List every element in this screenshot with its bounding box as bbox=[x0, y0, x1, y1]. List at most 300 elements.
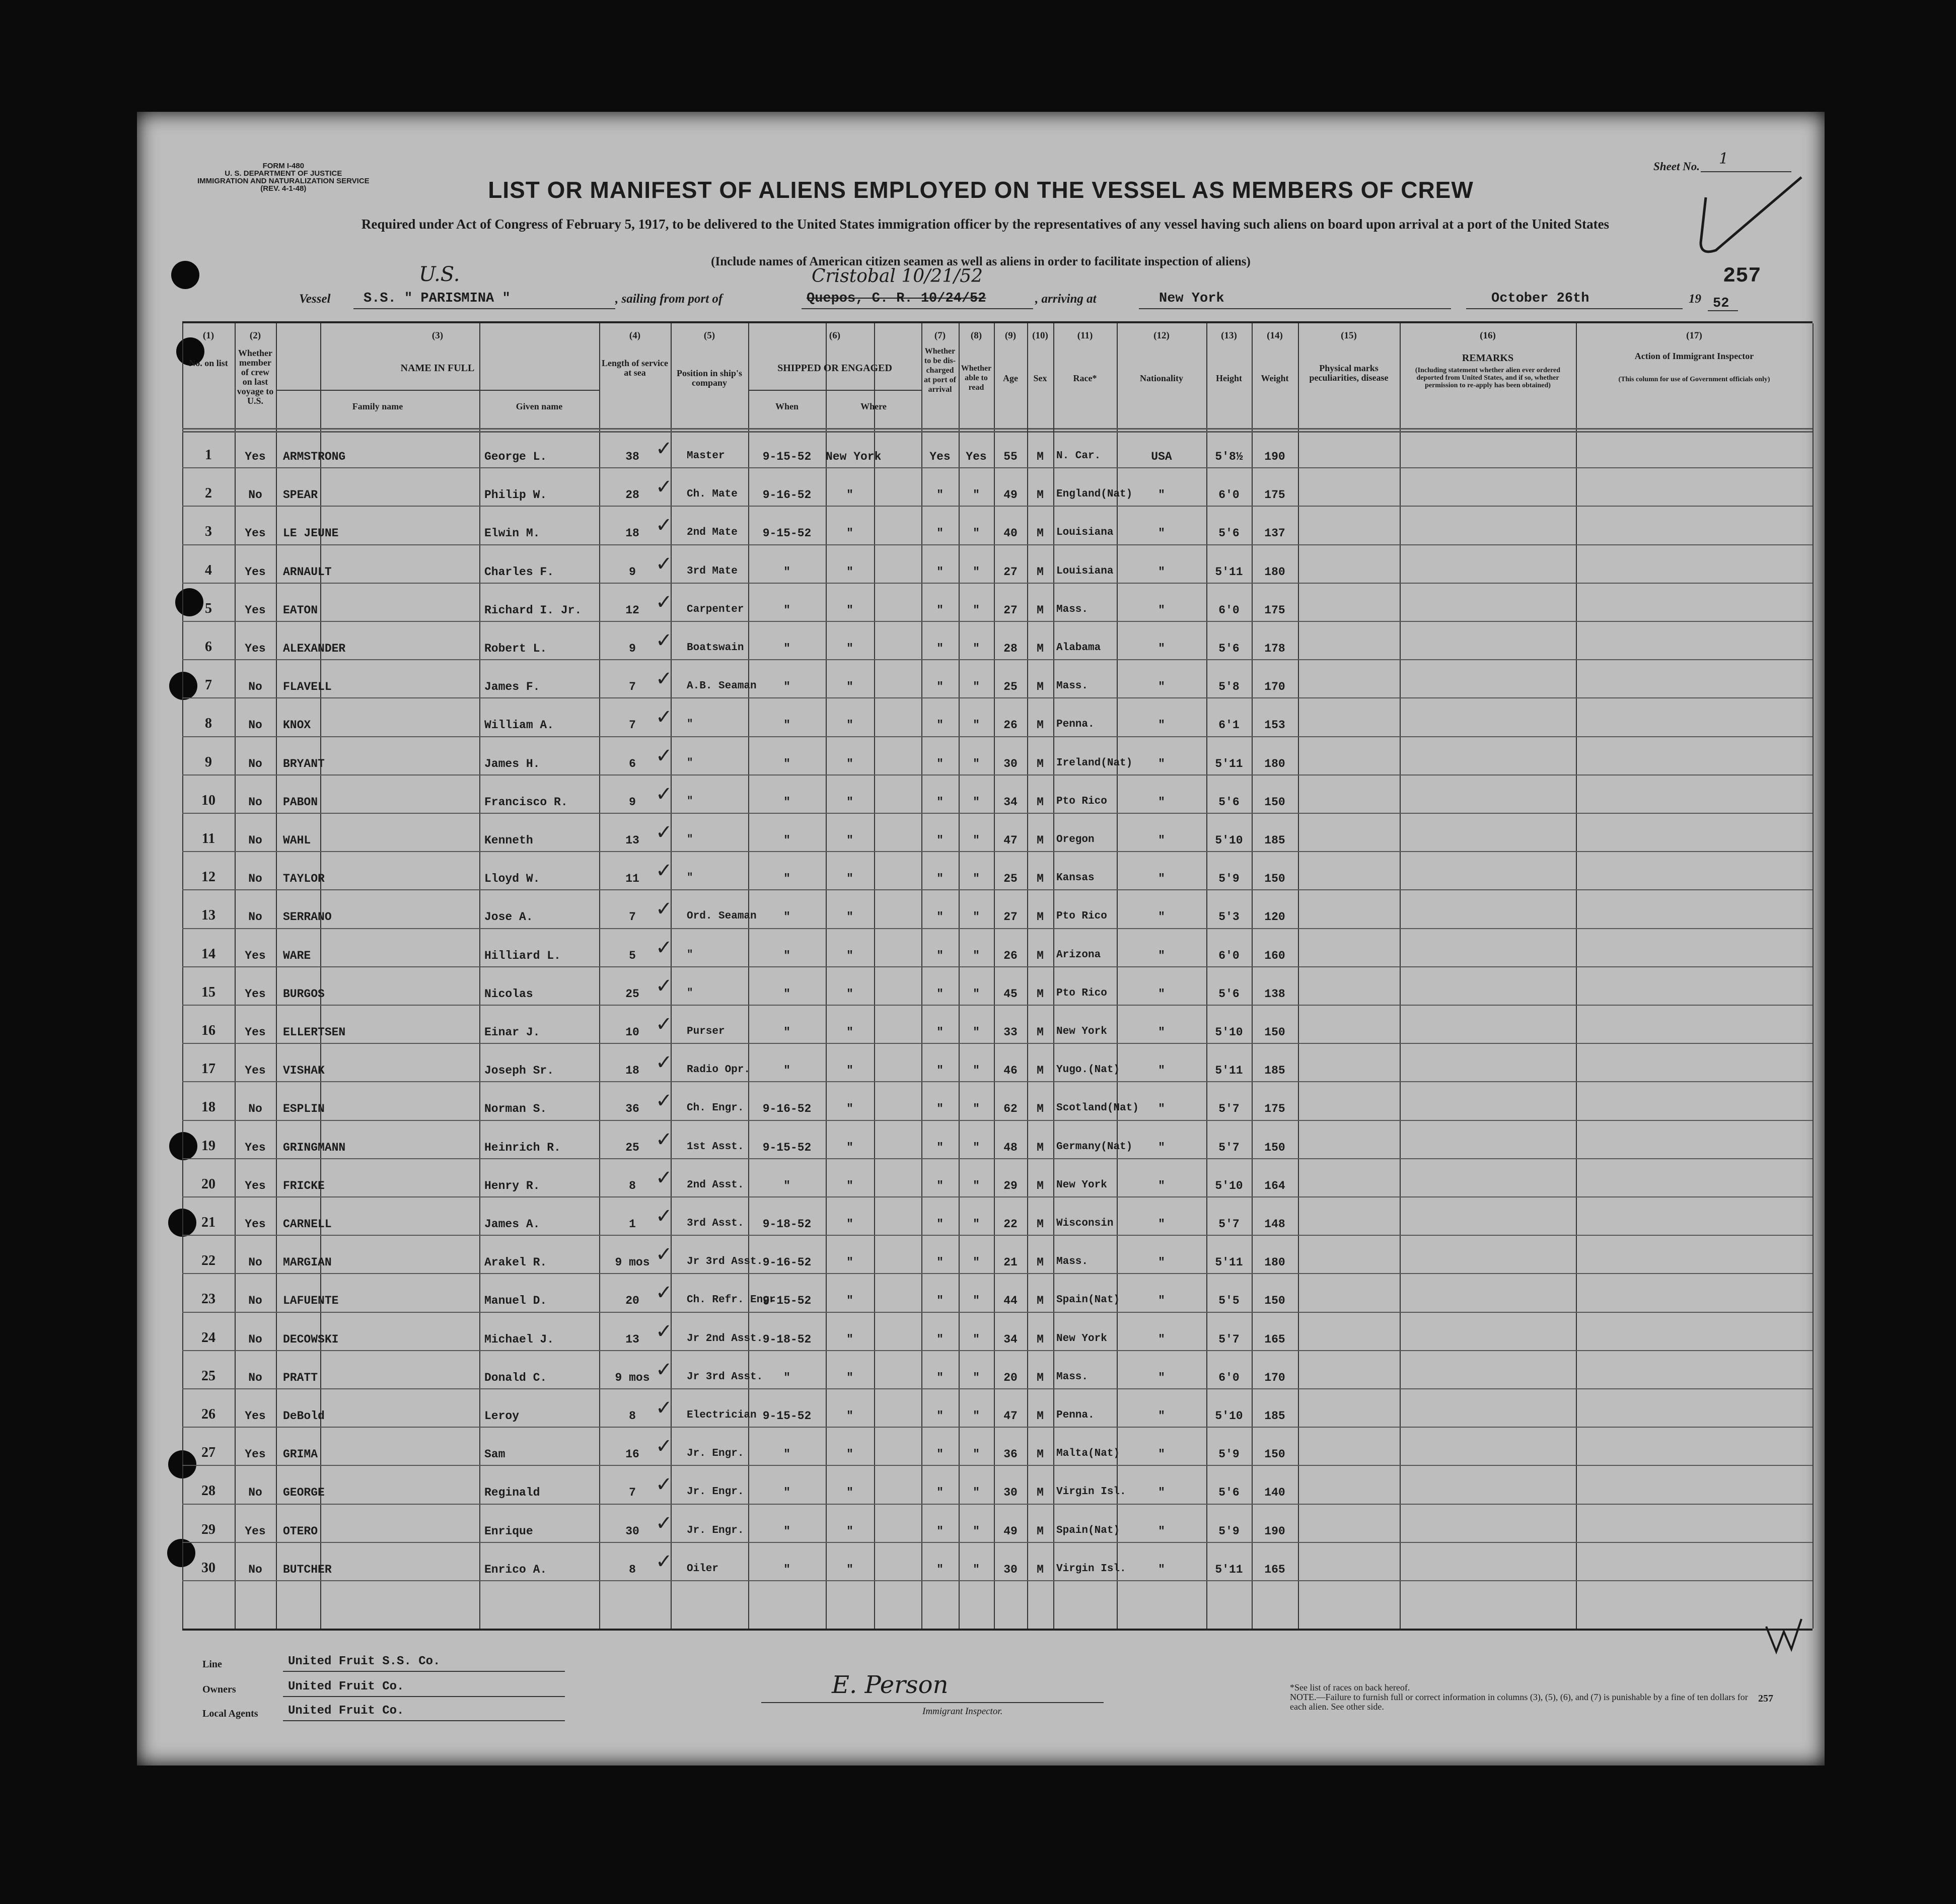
cell-given: Francisco R. bbox=[484, 795, 568, 809]
cell-height: 5'6 bbox=[1218, 795, 1240, 809]
cell-weight: 165 bbox=[1264, 1332, 1285, 1346]
column-header-member-last-voyage: Whether member of crew on last voyage to U.S. bbox=[237, 348, 274, 406]
cell-prev: Yes bbox=[245, 1064, 266, 1078]
cell-nat: " bbox=[1158, 1179, 1165, 1192]
cell-sex: M bbox=[1037, 527, 1044, 540]
cell-given: James H. bbox=[484, 757, 540, 770]
cell-read: " bbox=[973, 1524, 980, 1538]
cell-when: " bbox=[783, 987, 790, 1001]
cell-no: 30 bbox=[201, 1560, 215, 1576]
table-row bbox=[182, 1161, 1813, 1200]
cell-position: A.B. Seaman bbox=[687, 680, 757, 692]
cell-weight: 170 bbox=[1264, 680, 1285, 694]
cell-weight: 137 bbox=[1264, 527, 1285, 540]
cell-prev: Yes bbox=[245, 603, 266, 617]
cell-prev: No bbox=[248, 1332, 262, 1346]
cell-read: " bbox=[973, 757, 980, 770]
cell-sex: M bbox=[1037, 1524, 1044, 1538]
cell-prev: No bbox=[248, 680, 262, 694]
note-label: NOTE. bbox=[1290, 1692, 1317, 1702]
cell-length: 7 bbox=[629, 680, 636, 694]
column-number: (9) bbox=[1004, 330, 1017, 341]
cell-weight: 175 bbox=[1264, 1102, 1285, 1116]
cell-nat: " bbox=[1158, 757, 1165, 770]
cell-weight: 164 bbox=[1264, 1179, 1285, 1192]
cell-height: 6'0 bbox=[1218, 603, 1240, 617]
cell-position: Boatswain bbox=[687, 642, 744, 654]
cell-length: 18 bbox=[625, 527, 639, 540]
cell-family: EATON bbox=[283, 603, 318, 617]
cell-weight: 175 bbox=[1264, 488, 1285, 502]
cell-where: " bbox=[846, 1102, 853, 1116]
cell-disch: " bbox=[936, 527, 944, 540]
cell-position: " bbox=[687, 949, 693, 961]
cell-sex: M bbox=[1037, 719, 1044, 732]
column-header-when: When bbox=[775, 401, 799, 411]
cell-nat: " bbox=[1158, 1102, 1165, 1116]
cell-length: 8 bbox=[629, 1409, 636, 1423]
cell-given: James F. bbox=[484, 680, 540, 694]
cell-read: " bbox=[973, 680, 980, 694]
cell-when: " bbox=[783, 1563, 790, 1576]
cell-length: 10 bbox=[625, 1026, 639, 1039]
cell-weight: 165 bbox=[1264, 1563, 1285, 1576]
cell-sex: M bbox=[1037, 795, 1044, 809]
check-tick-icon: ✓ bbox=[656, 1549, 673, 1573]
check-tick-icon: ✓ bbox=[656, 782, 673, 806]
cell-prev: Yes bbox=[245, 1524, 266, 1538]
cell-weight: 138 bbox=[1264, 987, 1285, 1001]
cell-height: 6'0 bbox=[1218, 1371, 1240, 1384]
cell-where: " bbox=[846, 1026, 853, 1039]
form-id-line: (REV. 4-1-48) bbox=[260, 184, 307, 193]
cell-family: LAFUENTE bbox=[283, 1294, 339, 1308]
cell-age: 30 bbox=[1003, 757, 1018, 770]
cell-no: 9 bbox=[205, 754, 212, 770]
cell-sex: M bbox=[1037, 1448, 1044, 1461]
agents-value: United Fruit Co. bbox=[288, 1704, 404, 1718]
cell-when: 9-15-52 bbox=[762, 1294, 812, 1308]
cell-where: " bbox=[846, 1371, 853, 1384]
column-header-able-to-read: Whether able to read bbox=[961, 364, 992, 392]
cell-disch: " bbox=[936, 949, 944, 962]
cell-nat: " bbox=[1158, 872, 1165, 886]
cell-weight: 175 bbox=[1264, 603, 1285, 617]
cell-weight: 185 bbox=[1264, 1409, 1285, 1423]
cell-race: Kansas bbox=[1056, 872, 1095, 884]
cell-given: Michael J. bbox=[484, 1332, 554, 1346]
cell-nat: " bbox=[1158, 680, 1165, 694]
cell-when: 9-15-52 bbox=[762, 1141, 812, 1154]
cell-nat: " bbox=[1158, 1218, 1165, 1231]
cell-length: 13 bbox=[625, 834, 639, 847]
cell-nat: " bbox=[1158, 1026, 1165, 1039]
column-number: (8) bbox=[970, 330, 982, 341]
cell-sex: M bbox=[1037, 1332, 1044, 1346]
cell-race: Germany(Nat) bbox=[1056, 1141, 1133, 1153]
cell-nat: " bbox=[1158, 1448, 1165, 1461]
cell-family: PRATT bbox=[283, 1371, 318, 1384]
cell-position: Jr. Engr. bbox=[687, 1448, 744, 1460]
check-tick-icon: ✓ bbox=[656, 1435, 673, 1458]
table-row bbox=[182, 1430, 1813, 1468]
cell-age: 27 bbox=[1003, 910, 1018, 924]
check-tick-icon: ✓ bbox=[656, 514, 673, 537]
cell-where: New York bbox=[826, 450, 882, 463]
check-mark-icon bbox=[1691, 167, 1806, 263]
cell-weight: 160 bbox=[1264, 949, 1285, 962]
cell-where: " bbox=[846, 872, 853, 886]
cell-prev: No bbox=[248, 1486, 262, 1500]
cell-nat: " bbox=[1158, 1332, 1165, 1346]
cell-height: 5'11 bbox=[1215, 565, 1243, 579]
cell-given: Elwin M. bbox=[484, 527, 540, 540]
cell-height: 6'0 bbox=[1218, 488, 1240, 502]
check-tick-icon: ✓ bbox=[656, 1473, 673, 1497]
stamp-number: 257 bbox=[1723, 264, 1761, 288]
cell-weight: 150 bbox=[1264, 1026, 1285, 1039]
cell-race: Oregon bbox=[1056, 834, 1095, 845]
column-number: (13) bbox=[1221, 330, 1237, 341]
cell-position: Jr 2nd Asst. bbox=[687, 1332, 763, 1345]
cell-when: " bbox=[783, 719, 790, 732]
cell-family: WARE bbox=[283, 949, 311, 962]
table-row bbox=[182, 1391, 1813, 1430]
cell-age: 29 bbox=[1003, 1179, 1018, 1192]
cell-given: George L. bbox=[484, 450, 547, 463]
column-number: (17) bbox=[1686, 330, 1702, 341]
cell-nat: " bbox=[1158, 910, 1165, 924]
cell-weight: 180 bbox=[1264, 1256, 1285, 1270]
cell-family: CARNELL bbox=[283, 1218, 332, 1231]
cell-height: 5'9 bbox=[1218, 1524, 1240, 1538]
arrival-year: 52 bbox=[1713, 296, 1729, 311]
cell-prev: No bbox=[248, 795, 262, 809]
cell-length: 9 mos bbox=[615, 1371, 650, 1384]
cell-where: " bbox=[846, 1332, 853, 1346]
column-header-where: Where bbox=[860, 401, 887, 411]
table-row bbox=[182, 854, 1813, 892]
line-underline bbox=[283, 1671, 565, 1672]
cell-given: Arakel R. bbox=[484, 1256, 547, 1270]
cell-given: Joseph Sr. bbox=[484, 1064, 554, 1078]
cell-race: Mass. bbox=[1056, 1371, 1089, 1383]
check-tick-icon: ✓ bbox=[656, 590, 673, 614]
check-tick-icon: ✓ bbox=[656, 552, 673, 576]
cell-length: 12 bbox=[625, 603, 639, 617]
cell-position: Radio Opr. bbox=[687, 1064, 751, 1076]
cell-race: Pto Rico bbox=[1056, 795, 1107, 807]
cell-age: 34 bbox=[1003, 1332, 1018, 1346]
cell-no: 25 bbox=[201, 1368, 215, 1384]
table-row bbox=[182, 470, 1813, 509]
cell-age: 44 bbox=[1003, 1294, 1018, 1308]
cell-height: 5'9 bbox=[1218, 1448, 1240, 1461]
cell-read: " bbox=[973, 488, 980, 502]
form-id-line: FORM I-480 bbox=[262, 162, 305, 170]
cell-prev: No bbox=[248, 910, 262, 924]
table-row bbox=[182, 739, 1813, 778]
cell-prev: No bbox=[248, 1294, 262, 1308]
cell-disch: " bbox=[936, 1179, 944, 1192]
cell-weight: 148 bbox=[1264, 1218, 1285, 1231]
arriving-label: , arriving at bbox=[1035, 292, 1097, 306]
column-number: (3) bbox=[431, 330, 444, 341]
cell-weight: 180 bbox=[1264, 565, 1285, 579]
cell-no: 5 bbox=[205, 600, 212, 616]
cell-family: FLAVELL bbox=[283, 680, 332, 694]
cell-prev: Yes bbox=[245, 1141, 266, 1154]
cell-height: 5'6 bbox=[1218, 527, 1240, 540]
check-tick-icon: ✓ bbox=[656, 706, 673, 729]
cell-no: 21 bbox=[201, 1215, 215, 1230]
cell-weight: 150 bbox=[1264, 795, 1285, 809]
cell-given: Kenneth bbox=[484, 834, 533, 847]
cell-no: 14 bbox=[201, 946, 215, 962]
column-header-shipped-engaged: SHIPPED OR ENGAGED bbox=[777, 363, 892, 374]
cell-where: " bbox=[846, 488, 853, 502]
cell-read: " bbox=[973, 987, 980, 1001]
cell-position: Ch. Engr. bbox=[687, 1102, 744, 1114]
cell-nat: " bbox=[1158, 1256, 1165, 1270]
cell-read: " bbox=[973, 834, 980, 847]
cell-height: 5'8½ bbox=[1215, 450, 1243, 463]
cell-age: 20 bbox=[1003, 1371, 1018, 1384]
cell-height: 5'11 bbox=[1215, 1563, 1243, 1576]
port-typed: Quepos, C. R. 10/24/52 bbox=[807, 291, 986, 306]
cell-height: 5'10 bbox=[1215, 1026, 1243, 1039]
cell-prev: Yes bbox=[245, 1409, 266, 1423]
cell-read: Yes bbox=[966, 450, 987, 463]
cell-race: Malta(Nat) bbox=[1056, 1448, 1120, 1460]
cell-read: " bbox=[973, 1332, 980, 1346]
cell-family: SPEAR bbox=[283, 488, 318, 502]
manifest-document bbox=[137, 112, 1825, 1766]
check-tick-icon: ✓ bbox=[656, 1166, 673, 1189]
column-header-age: Age bbox=[1003, 373, 1018, 383]
cell-position: 3rd Mate bbox=[687, 565, 738, 577]
table-row bbox=[182, 1008, 1813, 1046]
cell-no: 26 bbox=[201, 1406, 215, 1422]
cell-prev: Yes bbox=[245, 949, 266, 962]
cell-when: 9-15-52 bbox=[762, 450, 812, 463]
cell-length: 20 bbox=[625, 1294, 639, 1308]
check-tick-icon: ✓ bbox=[656, 936, 673, 959]
cell-age: 48 bbox=[1003, 1141, 1018, 1154]
cell-race: England(Nat) bbox=[1056, 488, 1133, 501]
cell-height: 5'10 bbox=[1215, 1409, 1243, 1423]
cell-age: 25 bbox=[1003, 680, 1018, 694]
column-header-remarks-note: (Including statement whether alien ever ordered deported from United States, and if so, whether permission to re-apply has been obtained) bbox=[1415, 367, 1561, 389]
cell-nat: " bbox=[1158, 1064, 1165, 1078]
cell-prev: Yes bbox=[245, 1179, 266, 1192]
cell-disch: " bbox=[936, 680, 944, 694]
column-header-position: Position in ship's company bbox=[676, 368, 743, 388]
cell-nat: " bbox=[1158, 834, 1165, 847]
cell-sex: M bbox=[1037, 1179, 1044, 1192]
cell-disch: " bbox=[936, 488, 944, 502]
cell-length: 9 mos bbox=[615, 1256, 650, 1270]
vessel-name: S.S. " PARISMINA " bbox=[364, 291, 511, 306]
check-tick-icon: ✓ bbox=[656, 1243, 673, 1266]
column-number: (16) bbox=[1480, 330, 1496, 341]
cell-prev: No bbox=[248, 719, 262, 732]
cell-disch: " bbox=[936, 1141, 944, 1154]
column-number: (4) bbox=[629, 330, 641, 341]
cell-disch: " bbox=[936, 1371, 944, 1384]
column-header-race: Race* bbox=[1073, 373, 1097, 383]
cell-length: 7 bbox=[629, 719, 636, 732]
table-row bbox=[182, 1238, 1813, 1276]
cell-position: Jr. Engr. bbox=[687, 1486, 744, 1498]
vessel-label: Vessel bbox=[299, 292, 331, 306]
cell-sex: M bbox=[1037, 603, 1044, 617]
cell-prev: Yes bbox=[245, 1218, 266, 1231]
cell-disch: " bbox=[936, 910, 944, 924]
cell-disch: " bbox=[936, 642, 944, 655]
cell-position: Master bbox=[687, 450, 725, 462]
cell-age: 25 bbox=[1003, 872, 1018, 886]
table-row bbox=[182, 1545, 1813, 1583]
cell-age: 21 bbox=[1003, 1256, 1018, 1270]
column-header-height: Height bbox=[1216, 373, 1242, 383]
cell-when: " bbox=[783, 910, 790, 924]
document-subtitle-note: (Include names of American citizen seamen as well as aliens in order to facilitate inspection of aliens) bbox=[711, 255, 1251, 268]
check-tick-icon: ✓ bbox=[656, 974, 673, 998]
inspector-label: Immigrant Inspector. bbox=[922, 1706, 1003, 1717]
cell-race: Louisiana bbox=[1056, 565, 1114, 577]
column-header-physical-marks: Physical marks peculiarities, disease bbox=[1309, 363, 1389, 383]
cell-height: 5'7 bbox=[1218, 1141, 1240, 1154]
check-tick-icon: ✓ bbox=[656, 859, 673, 883]
cell-race: Pto Rico bbox=[1056, 910, 1107, 923]
cell-length: 25 bbox=[625, 987, 639, 1001]
cell-age: 36 bbox=[1003, 1448, 1018, 1461]
cell-age: 22 bbox=[1003, 1218, 1018, 1231]
cell-position: Ch. Refr. Engr bbox=[687, 1294, 776, 1306]
column-number: (7) bbox=[934, 330, 946, 341]
cell-given: Nicolas bbox=[484, 987, 533, 1001]
initial-mark-icon bbox=[1761, 1616, 1806, 1657]
cell-race: New York bbox=[1056, 1332, 1107, 1345]
cell-family: ALEXANDER bbox=[283, 642, 346, 655]
table-row bbox=[182, 778, 1813, 816]
cell-prev: Yes bbox=[245, 642, 266, 655]
cell-position: Jr. Engr. bbox=[687, 1524, 744, 1536]
cell-weight: 150 bbox=[1264, 1294, 1285, 1308]
cell-when: " bbox=[783, 565, 790, 579]
cell-age: 26 bbox=[1003, 949, 1018, 962]
table-row bbox=[182, 586, 1813, 624]
check-tick-icon: ✓ bbox=[656, 1127, 673, 1151]
cell-family: KNOX bbox=[283, 719, 311, 732]
vessel-underline bbox=[353, 308, 615, 309]
cell-position: Oiler bbox=[687, 1563, 719, 1575]
cell-given: Enrico A. bbox=[484, 1563, 547, 1576]
cell-where: " bbox=[846, 1448, 853, 1461]
form-note bbox=[1290, 1683, 1758, 1712]
cell-sex: M bbox=[1037, 987, 1044, 1001]
cell-read: " bbox=[973, 1294, 980, 1308]
cell-no: 8 bbox=[205, 716, 212, 732]
column-number: (12) bbox=[1153, 330, 1170, 341]
check-tick-icon: ✓ bbox=[656, 1205, 673, 1228]
header-rule bbox=[182, 428, 1813, 430]
cell-read: " bbox=[973, 719, 980, 732]
cell-length: 38 bbox=[625, 450, 639, 463]
cell-nat: " bbox=[1158, 488, 1165, 502]
cell-age: 30 bbox=[1003, 1563, 1018, 1576]
page-number: 257 bbox=[1758, 1693, 1773, 1704]
cell-no: 12 bbox=[201, 869, 215, 885]
cell-age: 49 bbox=[1003, 488, 1018, 502]
cell-disch: " bbox=[936, 719, 944, 732]
cell-disch: " bbox=[936, 1332, 944, 1346]
cell-age: 55 bbox=[1003, 450, 1018, 463]
cell-race: Virgin Isl. bbox=[1056, 1486, 1126, 1498]
cell-position: 2nd Asst. bbox=[687, 1179, 744, 1191]
cell-no: 28 bbox=[201, 1483, 215, 1499]
cell-sex: M bbox=[1037, 488, 1044, 502]
cell-position: Ch. Mate bbox=[687, 488, 738, 501]
port-handwritten: Cristobal 10/21/52 bbox=[812, 266, 983, 287]
cell-when: 9-18-52 bbox=[762, 1218, 812, 1231]
check-tick-icon: ✓ bbox=[656, 667, 673, 691]
cell-prev: No bbox=[248, 1371, 262, 1384]
cell-position: Purser bbox=[687, 1026, 725, 1037]
check-tick-icon: ✓ bbox=[656, 1358, 673, 1381]
cell-when: " bbox=[783, 1179, 790, 1192]
cell-length: 6 bbox=[629, 757, 636, 770]
check-tick-icon: ✓ bbox=[656, 821, 673, 844]
cell-where: " bbox=[846, 949, 853, 962]
cell-length: 25 bbox=[625, 1141, 639, 1154]
cell-length: 8 bbox=[629, 1179, 636, 1192]
cell-given: James A. bbox=[484, 1218, 540, 1231]
cell-nat: " bbox=[1158, 1524, 1165, 1538]
cell-sex: M bbox=[1037, 1409, 1044, 1423]
cell-disch: " bbox=[936, 795, 944, 809]
cell-length: 9 bbox=[629, 565, 636, 579]
cell-where: " bbox=[846, 1179, 853, 1192]
cell-height: 6'1 bbox=[1218, 719, 1240, 732]
cell-where: " bbox=[846, 1064, 853, 1078]
cell-disch: " bbox=[936, 872, 944, 886]
cell-position: Ord. Seaman bbox=[687, 910, 757, 923]
cell-position: " bbox=[687, 795, 693, 807]
cell-weight: 120 bbox=[1264, 910, 1285, 924]
cell-age: 62 bbox=[1003, 1102, 1018, 1116]
cell-family: WAHL bbox=[283, 834, 311, 847]
cell-height: 5'7 bbox=[1218, 1332, 1240, 1346]
table-row bbox=[182, 1315, 1813, 1353]
cell-read: " bbox=[973, 872, 980, 886]
cell-length: 13 bbox=[625, 1332, 639, 1346]
cell-given: Philip W. bbox=[484, 488, 547, 502]
arrival-date: October 26th bbox=[1491, 291, 1589, 306]
document-subtitle: Required under Act of Congress of February 5, 1917, to be delivered to the United States immigration officer by the representatives of any vessel having such aliens on board upon arrival at a port of the United States bbox=[361, 217, 1610, 232]
crew-table bbox=[182, 321, 1813, 1631]
cell-race: New York bbox=[1056, 1026, 1107, 1037]
cell-prev: Yes bbox=[245, 1026, 266, 1039]
cell-where: " bbox=[846, 1256, 853, 1270]
table-row bbox=[182, 432, 1813, 470]
cell-height: 5'10 bbox=[1215, 1179, 1243, 1192]
cell-sex: M bbox=[1037, 565, 1044, 579]
cell-age: 47 bbox=[1003, 834, 1018, 847]
cell-weight: 170 bbox=[1264, 1371, 1285, 1384]
cell-nat: " bbox=[1158, 1563, 1165, 1576]
